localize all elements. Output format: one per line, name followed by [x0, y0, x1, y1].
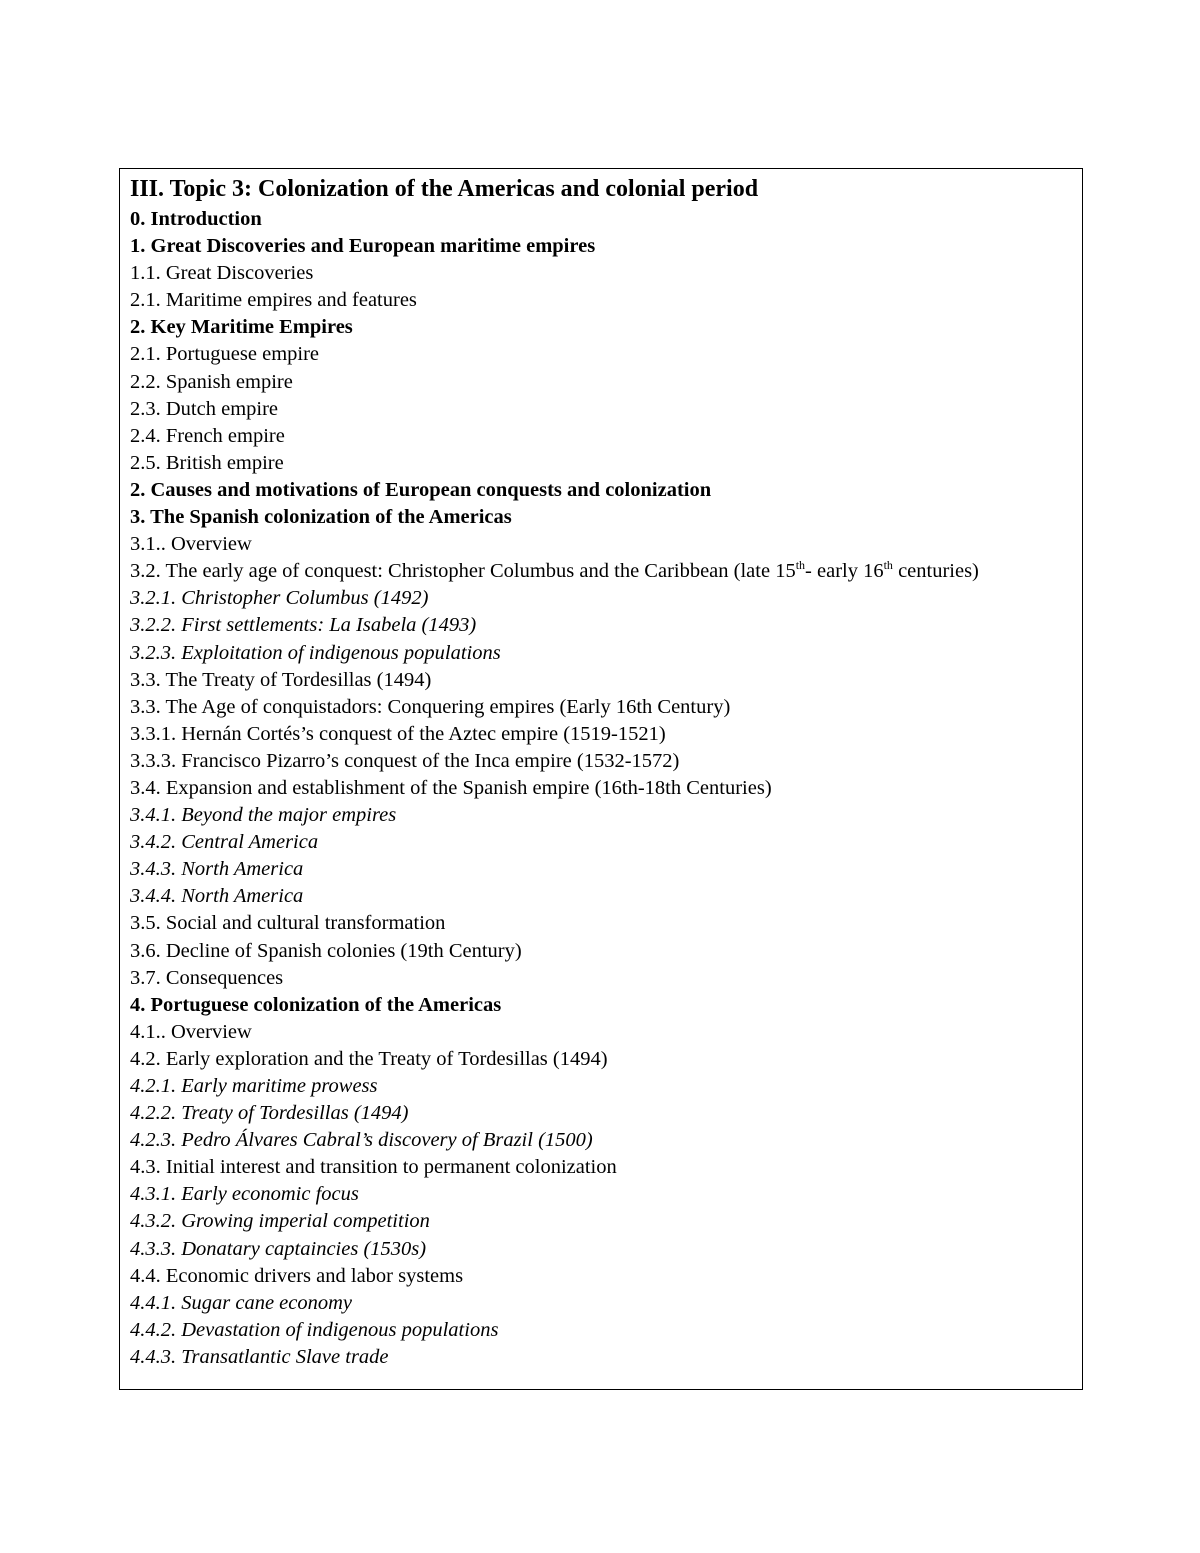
outline-item: 3.4.3. North America: [130, 858, 304, 881]
outline-item: 3.2.3. Exploitation of indigenous populations: [130, 641, 501, 664]
outline-item: 2.3. Dutch empire: [130, 397, 279, 420]
outline-item: 3.2.1. Christopher Columbus (1492): [130, 587, 429, 610]
section-heading: 0. Introduction: [130, 208, 262, 230]
outline-item: 4.4.2. Devastation of indigenous populations: [130, 1318, 499, 1341]
outline-item: 3.6. Decline of Spanish colonies (19th Century): [130, 939, 522, 962]
outline-item: 4.4.3. Transatlantic Slave trade: [130, 1345, 389, 1368]
outline-list: [130, 206, 1072, 1371]
ordinal-superscript: th: [795, 558, 806, 573]
outline-item: 3.4.2. Central America: [130, 831, 319, 854]
outline-item: 3.5. Social and cultural transformation: [130, 912, 446, 935]
outline-item: 3.3. The Treaty of Tordesillas (1494): [130, 668, 432, 691]
outline-item: 3.3. The Age of conquistadors: Conquering empires (Early 16th Century): [130, 695, 731, 718]
outline-item: 3.4.1. Beyond the major empires: [130, 804, 397, 827]
section-heading: 3. The Spanish colonization of the Americas: [130, 506, 512, 529]
outline-item: [130, 558, 1072, 585]
section-heading: 1. Great Discoveries and European maritime empires: [130, 235, 596, 258]
outline-item: 4.4. Economic drivers and labor systems: [130, 1264, 464, 1287]
outline-item: 3.3.1. Hernán Cortés’s conquest of the Aztec empire (1519-1521): [130, 722, 666, 745]
outline-item: 4.2.1. Early maritime prowess: [130, 1075, 378, 1097]
outline-item: 4.3.3. Donatary captaincies (1530s): [130, 1237, 427, 1260]
outline-item: 3.4.4. North America: [130, 885, 304, 908]
outline-item: 3.7. Consequences: [130, 966, 284, 989]
page-title: III. Topic 3: Colonization of the Americas and colonial period: [130, 176, 759, 202]
outline-item: 4.2.3. Pedro Álvares Cabral’s discovery of Brazil (1500): [130, 1129, 593, 1152]
outline-item: 3.4. Expansion and establishment of the Spanish empire (16th-18th Centuries): [130, 776, 772, 799]
outline-item: 2.1. Maritime empires and features: [130, 289, 417, 312]
outline-item: 4.3.2. Growing imperial competition: [130, 1210, 430, 1233]
outline-item-text: - early 16: [805, 560, 884, 583]
outline-item: 2.2. Spanish empire: [130, 370, 293, 393]
outline-box: [119, 168, 1083, 1390]
outline-item: 2.4. French empire: [130, 424, 285, 447]
section-heading: 4. Portuguese colonization of the Americas: [130, 993, 502, 1016]
outline-item: 4.1.. Overview: [130, 1020, 252, 1043]
outline-item: 3.2.2. First settlements: La Isabela (1493): [130, 614, 477, 637]
outline-item: 4.4.1. Sugar cane economy: [130, 1291, 353, 1314]
outline-item-text: 3.2. The early age of conquest: Christopher Columbus and the Caribbean (late 15: [130, 560, 796, 583]
outline-item: 4.2. Early exploration and the Treaty of Tordesillas (1494): [130, 1047, 608, 1070]
section-heading: 2. Causes and motivations of European conquests and colonization: [130, 478, 712, 501]
outline-item: 4.2.2. Treaty of Tordesillas (1494): [130, 1102, 409, 1125]
outline-item: 3.1.. Overview: [130, 533, 252, 556]
outline-item: 2.1. Portuguese empire: [130, 343, 320, 366]
outline-item: 4.3.1. Early economic focus: [130, 1183, 359, 1206]
section-heading: 2. Key Maritime Empires: [130, 316, 353, 339]
outline-item: 3.3.3. Francisco Pizarro’s conquest of the Inca empire (1532-1572): [130, 749, 680, 772]
outline-item: 4.3. Initial interest and transition to permanent colonization: [130, 1156, 617, 1179]
outline-item: 2.5. British empire: [130, 451, 284, 474]
outline-item: 1.1. Great Discoveries: [130, 262, 314, 285]
ordinal-superscript: th: [883, 558, 893, 573]
outline-item-text: centuries): [892, 560, 979, 583]
